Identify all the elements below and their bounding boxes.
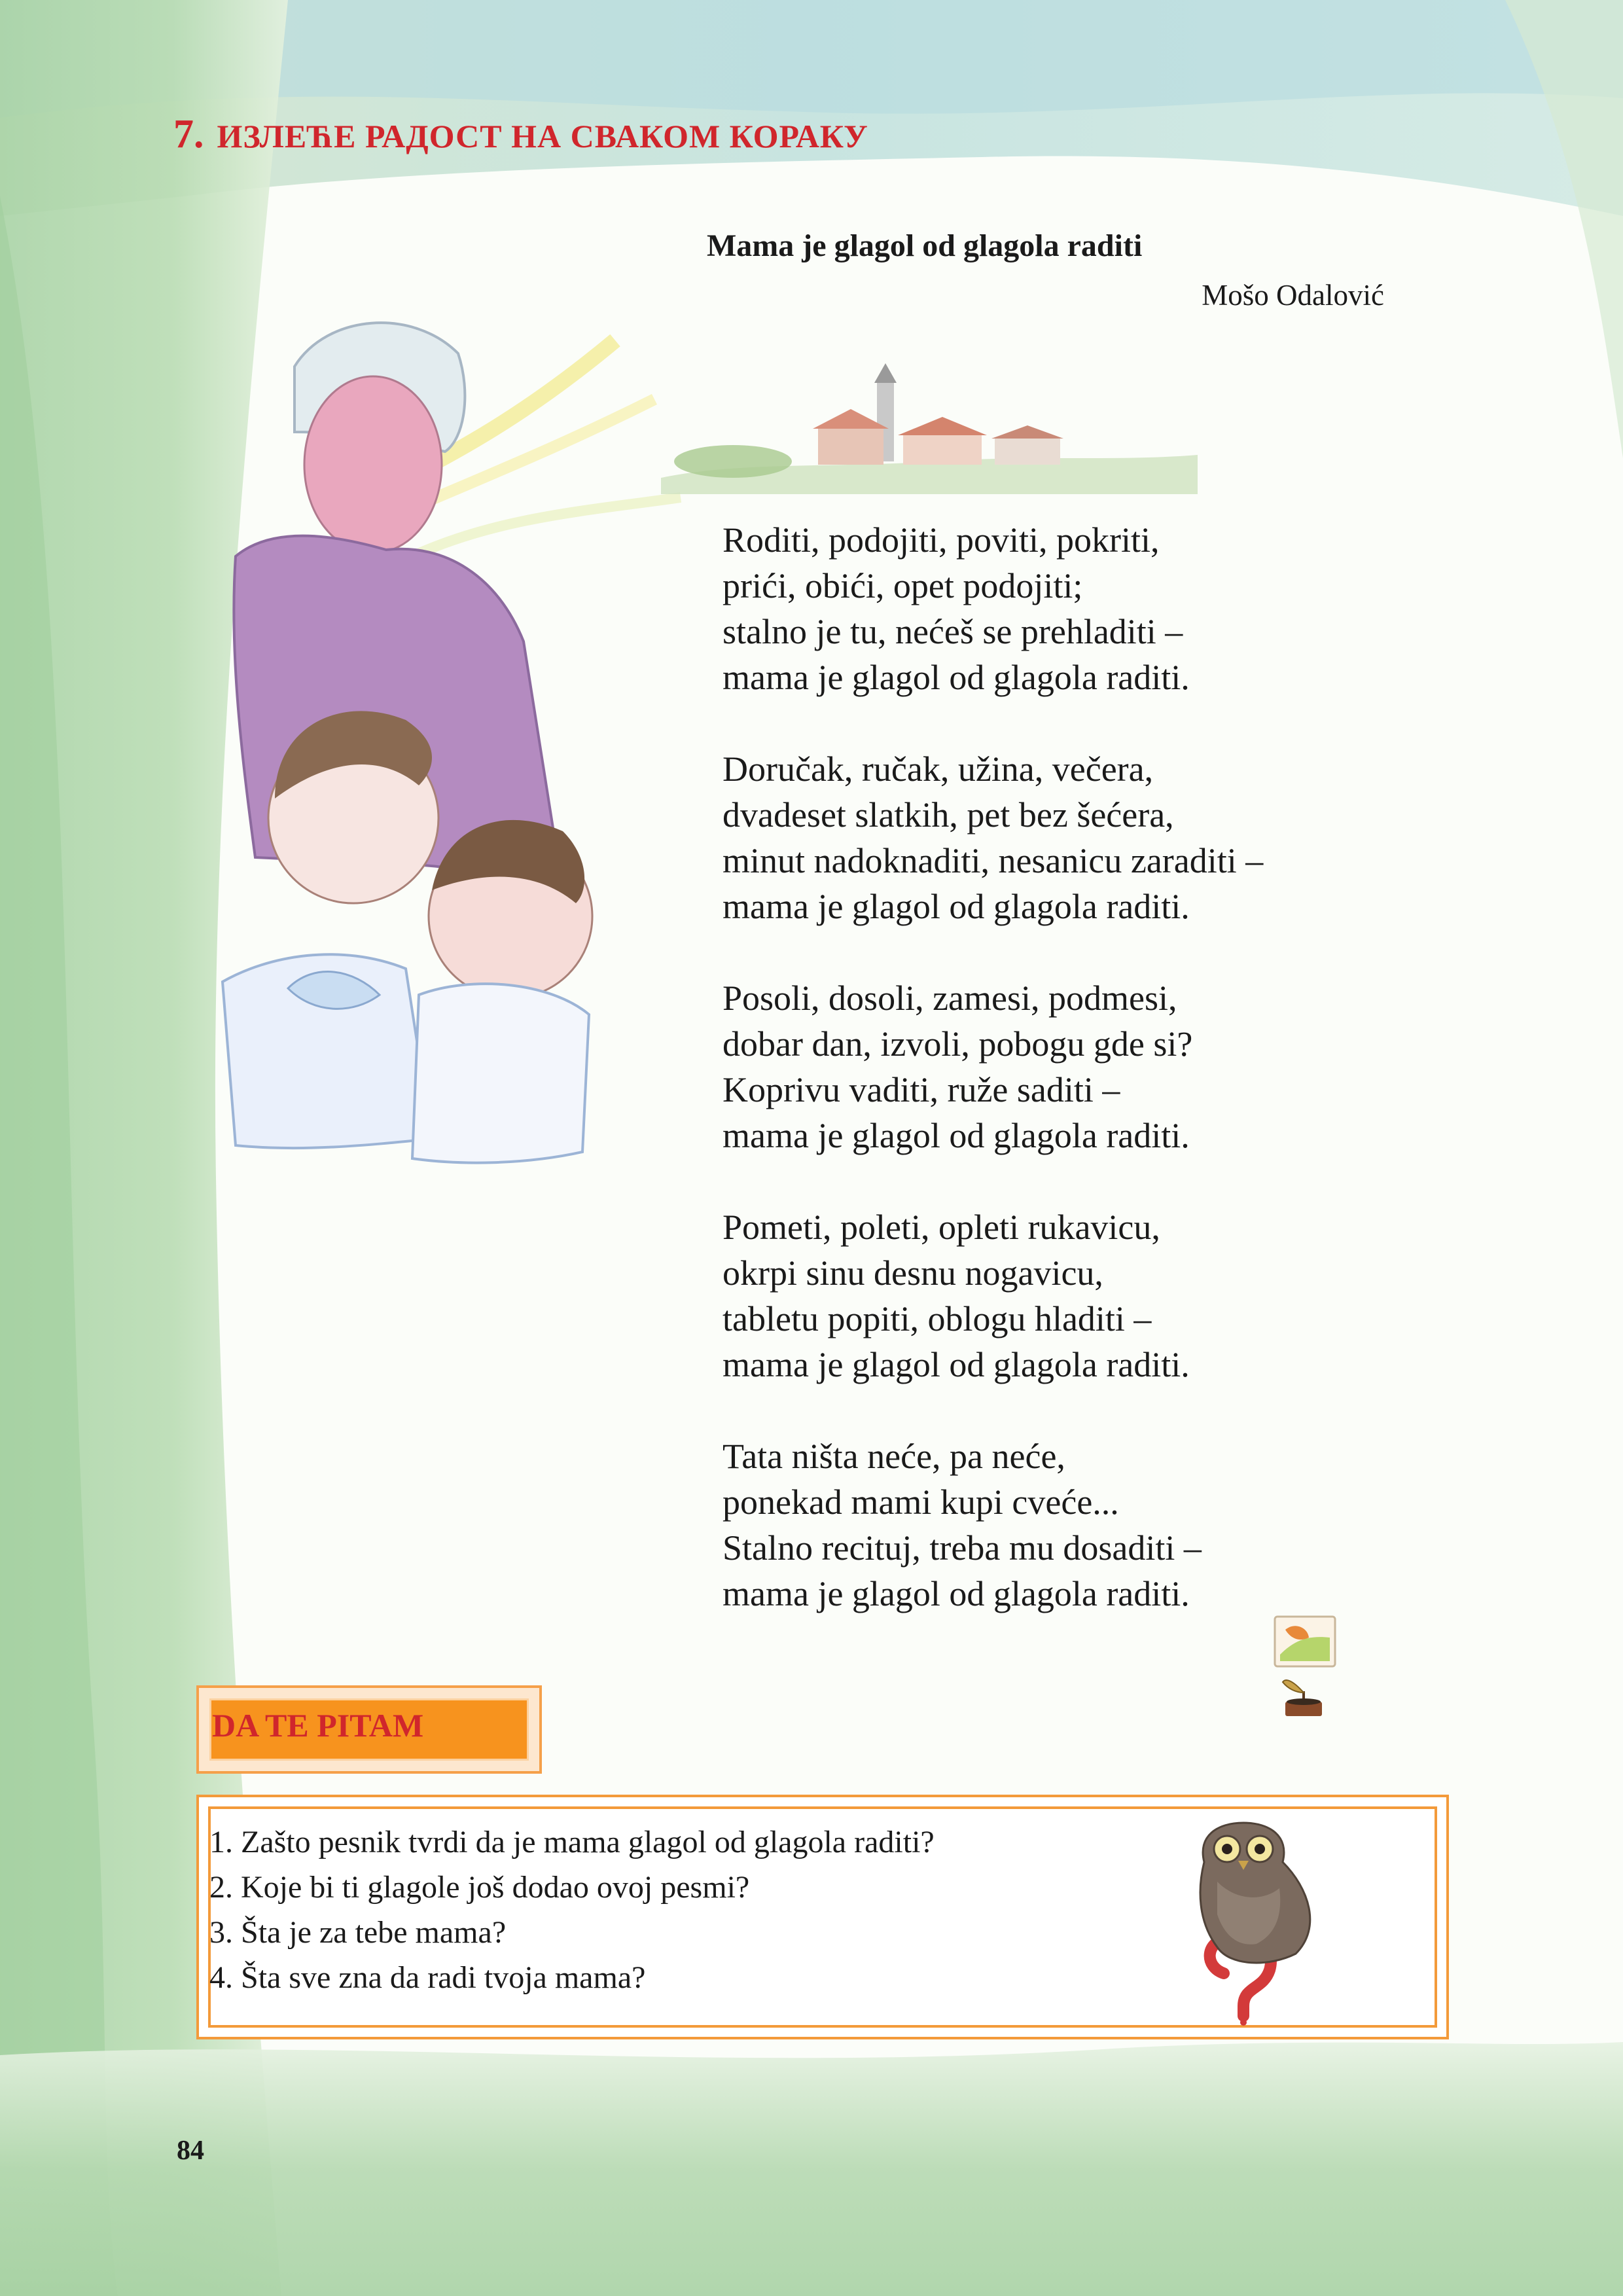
poem-line: okrpi sinu desnu nogavicu, — [722, 1253, 1103, 1293]
section-label: DA TE PITAM — [212, 1707, 424, 1744]
stanza — [722, 1433, 1263, 1617]
questions-list — [209, 1820, 935, 2000]
question-item: 2. Koje bi ti glagole još dodao ovoj pesmi? — [209, 1870, 750, 1905]
stanza — [722, 975, 1263, 1158]
lesson-number: 7. — [173, 112, 204, 156]
page-number: 84 — [177, 2136, 204, 2166]
poem-line: mama je glagol od glagola raditi. — [722, 1116, 1190, 1155]
poem-line: Roditi, podojiti, poviti, pokriti, — [722, 520, 1160, 560]
poem-line: Tata ništa neće, pa neće, — [722, 1437, 1065, 1476]
poem-line: prići, obići, opet podojiti; — [722, 566, 1083, 605]
gramophone-icon[interactable] — [1279, 1673, 1329, 1720]
poem-line: Doručak, ručak, užina, večera, — [722, 749, 1154, 789]
stanza — [722, 746, 1263, 929]
section-label-box — [196, 1685, 542, 1774]
owl-question-icon — [1165, 1810, 1342, 2026]
poem-line: mama je glagol od glagola raditi. — [722, 1574, 1190, 1613]
lesson-title — [173, 111, 868, 158]
poem-line: mama je glagol od glagola raditi. — [722, 1345, 1190, 1384]
poem-line: minut nadoknaditi, nesanicu zaraditi – — [722, 841, 1264, 880]
poem-line: stalno je tu, nećeš se prehladiti – — [722, 612, 1183, 651]
poem-line: Koprivu vaditi, ruže saditi – — [722, 1070, 1120, 1109]
poem-line: ponekad mami kupi cveće... — [722, 1482, 1119, 1522]
village-sketch — [661, 363, 1198, 494]
poem-line: Pometi, poleti, opleti rukavicu, — [722, 1208, 1160, 1247]
illustration-icon[interactable] — [1274, 1615, 1336, 1668]
poem-line: tabletu popiti, oblogu hladiti – — [722, 1299, 1152, 1338]
poem-line: Posoli, dosoli, zamesi, podmesi, — [722, 978, 1177, 1018]
question-item: 4. Šta sve zna da radi tvoja mama? — [209, 1960, 646, 1995]
poem-line: dvadeset slatkih, pet bez šećera, — [722, 795, 1174, 834]
question-item: 3. Šta je za tebe mama? — [209, 1915, 507, 1950]
stanza — [722, 1204, 1263, 1388]
poem-title: Mama je glagol od glagola raditi — [707, 228, 1143, 263]
lesson-title-text: ИЗЛЕЋЕ РАДОСТ НА СВАКОМ КОРАКУ — [217, 118, 868, 154]
poem-author: Mošo Odalović — [1202, 279, 1384, 312]
poem-line: Stalno recituj, treba mu dosaditi – — [722, 1528, 1202, 1568]
poem-text — [722, 517, 1263, 1662]
poem-line: dobar dan, izvoli, pobogu gde si? — [722, 1024, 1193, 1064]
poem-line: mama je glagol od glagola raditi. — [722, 658, 1190, 697]
poem-line: mama je glagol od glagola raditi. — [722, 887, 1190, 926]
question-item: 1. Zašto pesnik tvrdi da je mama glagol od glagola raditi? — [209, 1825, 935, 1859]
stanza — [722, 517, 1263, 700]
